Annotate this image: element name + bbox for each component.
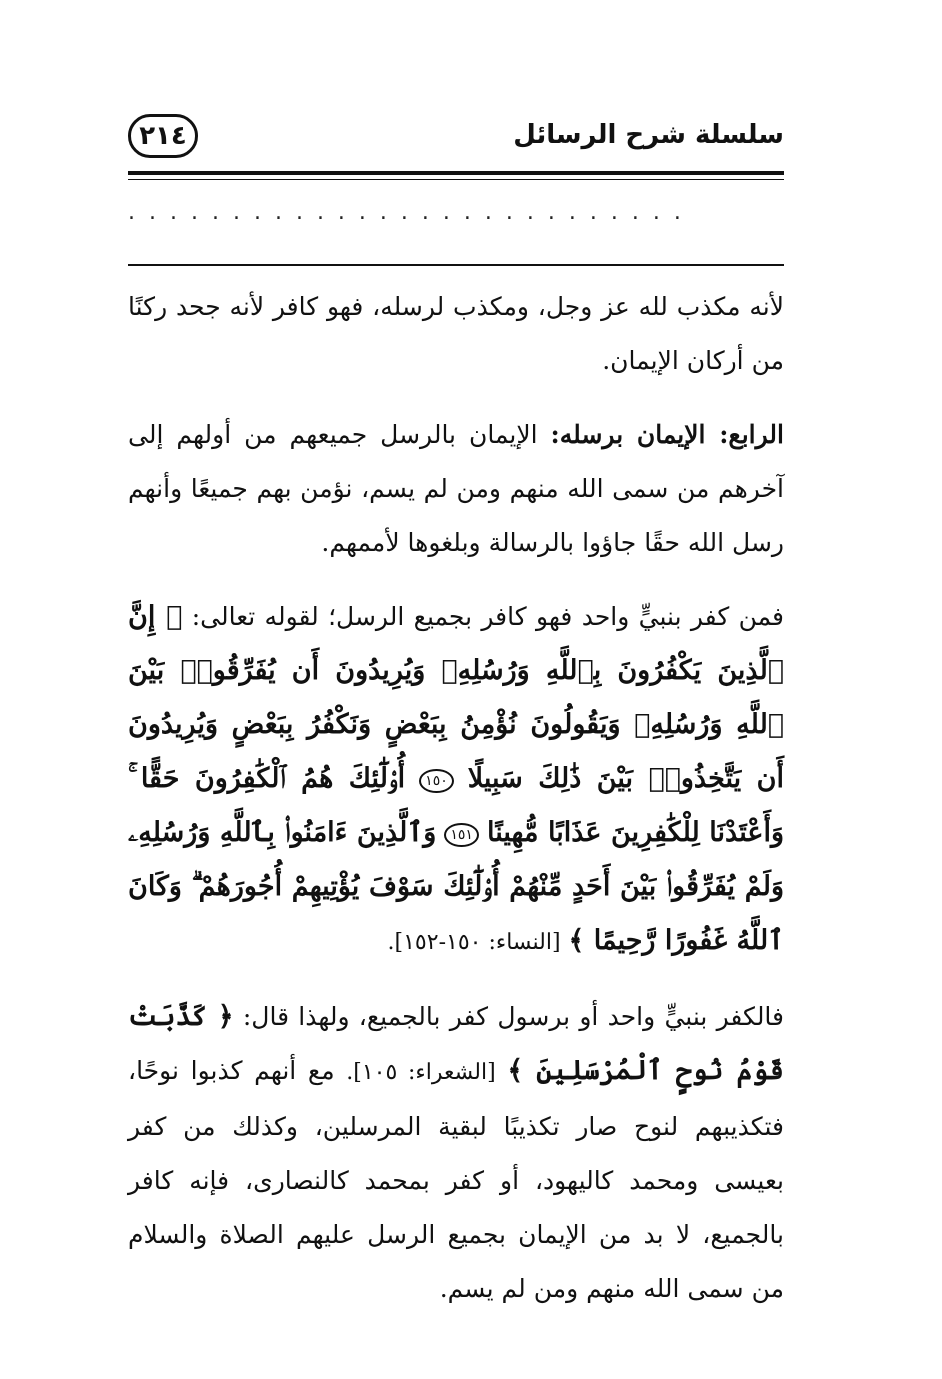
header-rule-thin bbox=[128, 179, 784, 180]
paragraph-1: لأنه مكذب لله عز وجل، ومكذب لرسله، فهو كافر لأنه جحد ركنًا من أركان الإيمان. bbox=[128, 292, 784, 375]
paragraph-4-intro: فالكفر بنبيٍّ واحد أو برسول كفر بالجميع، ولهذا قال: bbox=[242, 1002, 784, 1031]
paragraph-4-body: مع أنهم كذبوا نوحًا، فتكذيبهم لنوح صار تكذيبًا لبقية المرسلين، وكذلك من كفر بعيسى ومحمد كاليهود، أو كفر بمحمد كالنصارى، فإنه كافر بالجميع، لا بد من الإيمان بجميع الرسل عليهم الصلاة والسلام من سمى الله منهم ومن لم يسم. bbox=[128, 1056, 784, 1303]
series-title: سلسلة شرح الرسائل bbox=[513, 120, 784, 150]
header-rule-thick bbox=[128, 171, 784, 175]
paragraph-2 bbox=[128, 408, 784, 570]
paragraph-2-body: الإيمان بالرسل جميعهم من أولهم إلى آخرهم من سمى الله منهم ومن لم يسم، نؤمن بهم جميعًا وأنهم رسل الله حقًا جاؤوا بالرسالة وبلغوها لأممهم. bbox=[128, 420, 784, 557]
paragraph-3 bbox=[128, 590, 784, 970]
paragraph-3-intro: فمن كفر بنبيٍّ واحد فهو كافر بجميع الرسل؛ لقوله تعالى: bbox=[191, 602, 785, 631]
verse-reference: [الشعراء: ١٠٥]. bbox=[346, 1060, 496, 1085]
quran-verse-151: أُو۟لَٰٓئِكَ هُمُ ٱلْكَٰفِرُونَ حَقًّا ۚ وَأَعْتَدْنَا لِلْكَٰفِرِينَ عَذَابًا مُّهِينًا bbox=[128, 763, 784, 848]
page-header bbox=[128, 110, 784, 170]
quran-verse-150: ﴿ إِنَّ ٱلَّذِينَ يَكْفُرُونَ بِٱللَّهِ وَرُسُلِهِۦ وَيُرِيدُونَ أَن يُفَرِّقُوا۟ بَيْنَ ٱللَّهِ وَرُسُلِهِۦ وَيَقُولُونَ نُؤْمِنُ بِبَعْضٍ وَنَكْفُرُ بِبَعْضٍ وَيُرِيدُونَ أَن يَتَّخِذُوا۟ بَيْنَ ذَٰلِكَ سَبِيلًا bbox=[128, 601, 784, 794]
verse-reference: [النساء: ١٥٠-١٥٢]. bbox=[387, 930, 561, 955]
section-heading: الرابع: الإيمان برسله: bbox=[550, 420, 784, 449]
dotted-divider: ........................... bbox=[128, 200, 695, 225]
ayah-number-marker: ١٥٠ bbox=[419, 769, 454, 793]
quran-verse-152: وَٱلَّذِينَ ءَامَنُوا۟ بِٱللَّهِ وَرُسُلِهِۦ وَلَمْ يُفَرِّقُوا۟ بَيْنَ أَحَدٍ مِّنْهُمْ أُو۟لَٰٓئِكَ سَوْفَ يُؤْتِيهِمْ أُجُورَهُمْ ۗ وَكَانَ ٱللَّهُ غَفُورًا رَّحِيمًا ﴾ bbox=[128, 817, 784, 956]
body-text bbox=[128, 280, 784, 1336]
quran-verse-shuara: ﴿ كَذَّبَتْ قَوْمُ نُوحٍ ٱلْمُرْسَلِينَ ﴾ bbox=[128, 1001, 784, 1086]
section-rule bbox=[128, 264, 784, 266]
page-number: ٢١٤ bbox=[128, 114, 198, 158]
paragraph-4 bbox=[128, 990, 784, 1316]
ayah-number-marker: ١٥١ bbox=[444, 823, 479, 847]
